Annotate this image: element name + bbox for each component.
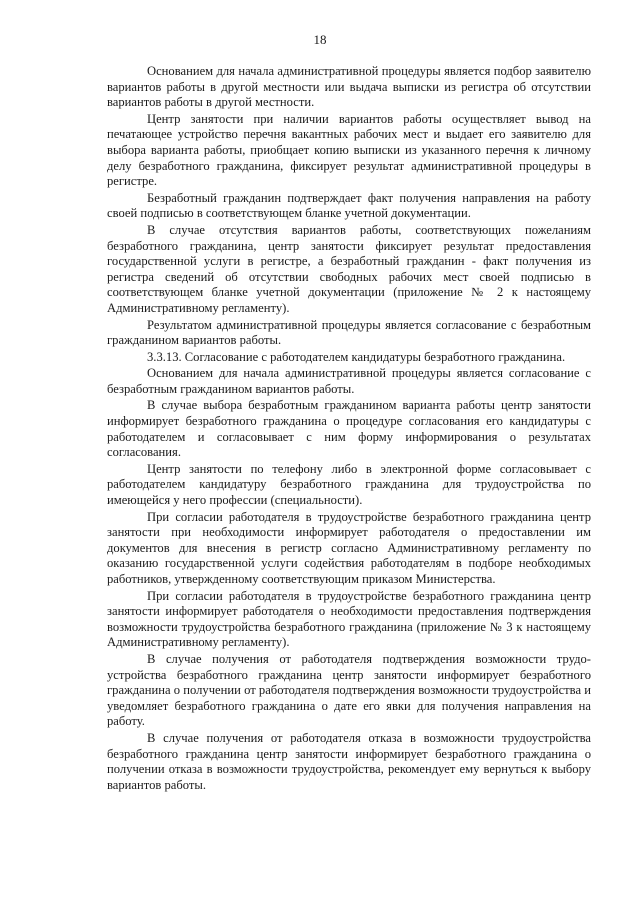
paragraph-9: Центр занятости по телефону либо в электронной форме согласовывает с работодателем кандидатуру безработного гражданина для трудоустройства по имеющейся у него профессии (специальности). (107, 461, 591, 508)
paragraph-2: Центр занятости при наличии вариантов работы осуществляет вывод на печатающее устройство перечня вакантных рабочих мест и выдает его заявителю для выбора варианта работы, приобщает копию выписки из указанного перечня к личному делу безработного гражданина, фиксирует результат административной процедуры в регистре. (107, 111, 591, 189)
paragraph-4: В случае отсутствия вариантов работы, соответствующих пожеланиям безработного гражданина, центр занятости фиксирует результат предоставления государственной услуги в регистре, а безработный гражданин - факт получения из регистра сведений об отсутствии свободных рабочих мест своей подписью в соответствующем бланке учетной документации (приложение № 2 к настоящему Административному регламенту). (107, 222, 591, 315)
section-heading-3-3-13: 3.3.13. Согласование с работодателем кандидатуры безработного гражданина. (147, 349, 566, 364)
paragraph-10: При согласии работодателя в трудоустройстве безработного гражданина центр занятости при необходимости информирует работодателя о предоставлении им документов для внесения в регистр согласно Административному регламенту по оказанию государственной услуги содействия работодателям в подборе необходимых работников, утвержденному соответствующим приказом Министерства. (107, 509, 591, 586)
paragraph-5: Результатом административной процедуры является согласование с безработным гражданином вариантов работы. (107, 317, 591, 348)
paragraph-8: В случае выбора безработным гражданином варианта работы центр занятости информирует безработного гражданина о процедуре согласования его кандидатуры с работодателем и согласовывает с ним форму информирования о результатах согласования. (107, 398, 591, 460)
paragraph-7: Основанием для начала административной процедуры является согласование с безработным гражданином вариантов работы. (107, 366, 591, 396)
paragraph-11: При согласии работодателя в трудоустройстве безработного гражданина центр занятости информирует работодателя о необходимости предоставления подтверждения возможности трудоустройства безработного гражданина (приложение № 3 к настоящему Административному регламенту). (107, 588, 591, 650)
document-body (107, 64, 591, 794)
paragraph-3: Безработный гражданин подтверждает факт получения направления на работу своей подписью в соответствующем бланке учетной документации. (107, 190, 591, 221)
paragraph-1: Основанием для начала административной процедуры является подбор заявителю вариантов работы в другой местности или выдача выписки из регистра об отсутствии вариантов работы в другой местности. (107, 64, 591, 110)
paragraph-13: В случае получения от работодателя отказа в возможности трудоустройства безработного гражданина центр занятости информирует безработного гражданина о получении отказа в возможности трудоустройства, рекомендует ему вернуться к выбору вариантов работы. (107, 730, 591, 792)
paragraph-12: В случае получения от работодателя подтверждения возможности трудоустройства безработного гражданина центр занятости информирует безработного гражданина о получении от работодателя подтверждения возможности трудоустройства и уведомляет безработного гражданина о дате его явки для получения направления на работу. (107, 651, 591, 729)
page-number: 18 (313, 32, 327, 47)
